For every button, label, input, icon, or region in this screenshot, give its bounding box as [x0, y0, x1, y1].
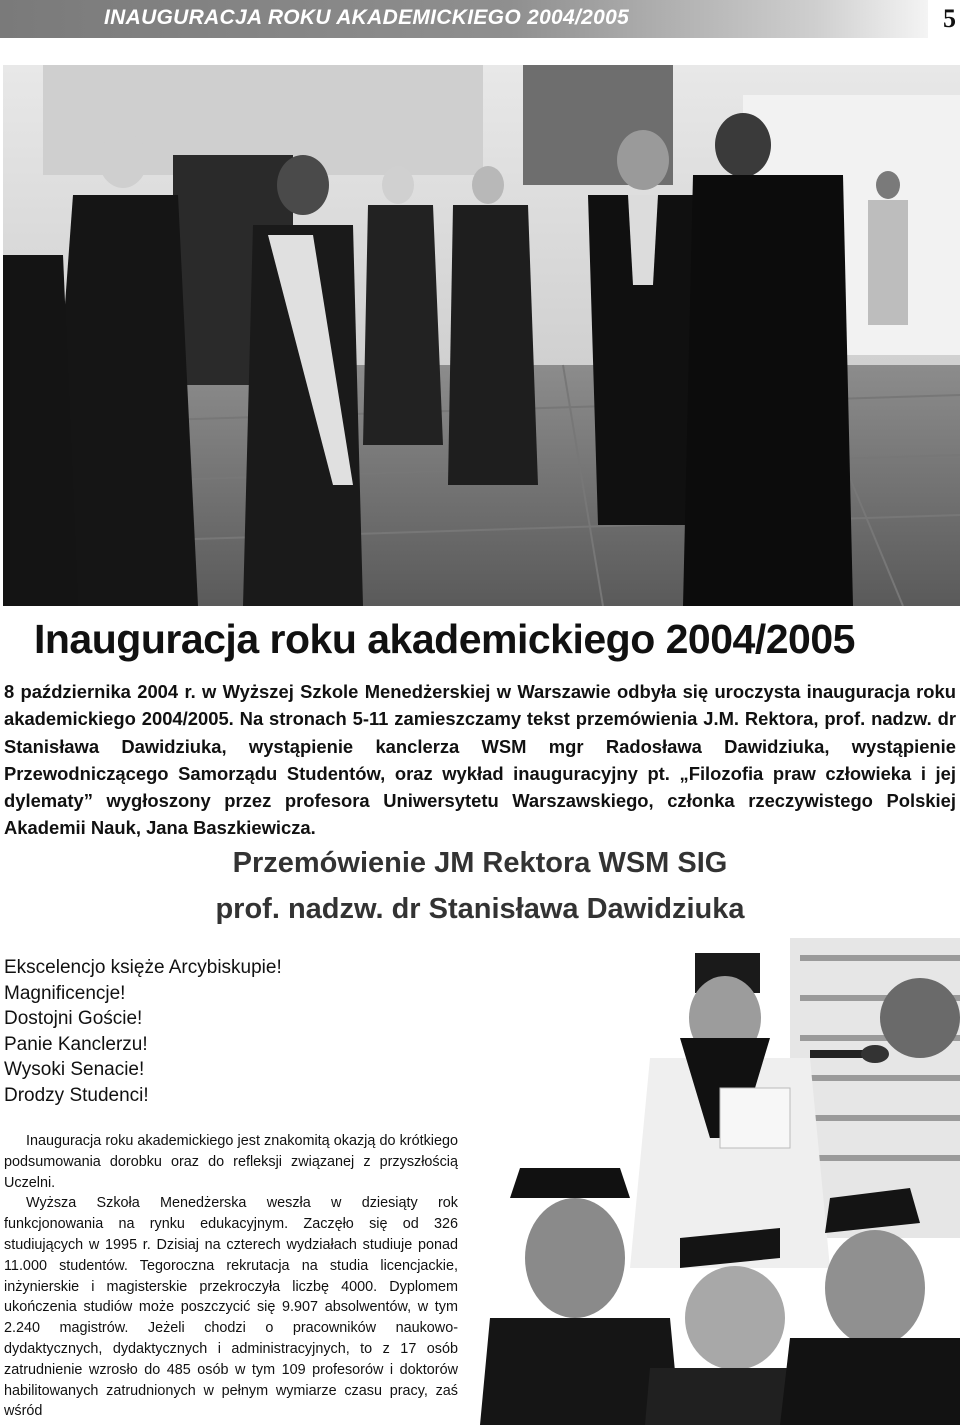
article-intro: [4, 678, 956, 842]
speech-greetings: [4, 955, 464, 1109]
greeting-line: Magnificencje!: [4, 982, 126, 1004]
greeting-line: Ekscelencjo księże Arcybiskupie!: [4, 957, 282, 978]
header-bar: [0, 0, 928, 38]
procession-photo: [3, 65, 960, 606]
speech-body: [4, 1131, 458, 1422]
greeting-line: Drodzy Studenci!: [4, 1084, 149, 1106]
speech-title-line1: Przemówienie JM Rektora WSM SIG: [232, 847, 728, 879]
greeting-line: Panie Kanclerzu!: [4, 1033, 148, 1055]
speech-paragraph: Wyższa Szkoła Menedżerska weszła w dziesiąty rok funkcjonowania na rynku edukacyjnym. Zaczęło się od 326 studiujących w 1995 r. Dzisiaj na czterech wydziałach studiuje ponad 11.000 studentów. Tegoroczna rekrutacja na studia licencjackie, inżynierskie i magisterskie przekroczyła liczbę 4000. Dyplomem ukończenia studiów może poszczycić się 9.907 absolwentów, w tym 2.240 magistrów. Jeżeli chodzi o pracowników naukowo-dydaktycznych, dydaktycznych i administracyjnych, to z 17 osób zatrudnienie wzrosło do 485 osób w tym 109 profesorów i doktorów habilitowanych zatrudnionych w pełnym wymiarze czasu pracy, zaś wśród: [4, 1195, 458, 1420]
rector-speech-photo: [480, 938, 960, 1425]
header-title: INAUGURACJA ROKU AKADEMICKIEGO 2004/2005: [104, 6, 630, 29]
page-number: 5: [943, 4, 956, 33]
greeting-line: Dostojni Goście!: [4, 1008, 143, 1030]
greeting-line: Wysoki Senacie!: [4, 1059, 145, 1081]
article-title: Inauguracja roku akademickiego 2004/2005: [34, 616, 855, 662]
speech-title-line2: prof. nadzw. dr Stanisława Dawidziuka: [215, 893, 745, 925]
article-intro-text: 8 października 2004 r. w Wyższej Szkole Menedżerskiej w Warszawie odbyła się uroczysta inauguracja roku akademickiego 2004/2005. Na stronach 5-11 zamieszczamy tekst przemówienia J.M. Rektora, prof. nadzw. dr Stanisława Dawidziuka, wystąpienie kanclerza WSM mgr Radosława Dawidziuka, wystąpienie Przewodniczącego Samorządu Studentów, oraz wykład inauguracyjny pt. „Filozofia praw człowieka i jej dylematy” wygłoszony przez profesora Uniwersytetu Warszawskiego, członka rzeczywistego Polskiej Akademii Nauk, Jana Baszkiewicza.: [4, 681, 956, 839]
speech-paragraph: Inauguracja roku akademickiego jest znakomitą okazją do krótkiego podsumowania dorobku oraz do refleksji związanej z przyszłością Uczelni.: [4, 1133, 458, 1191]
speech-title: [180, 840, 780, 932]
